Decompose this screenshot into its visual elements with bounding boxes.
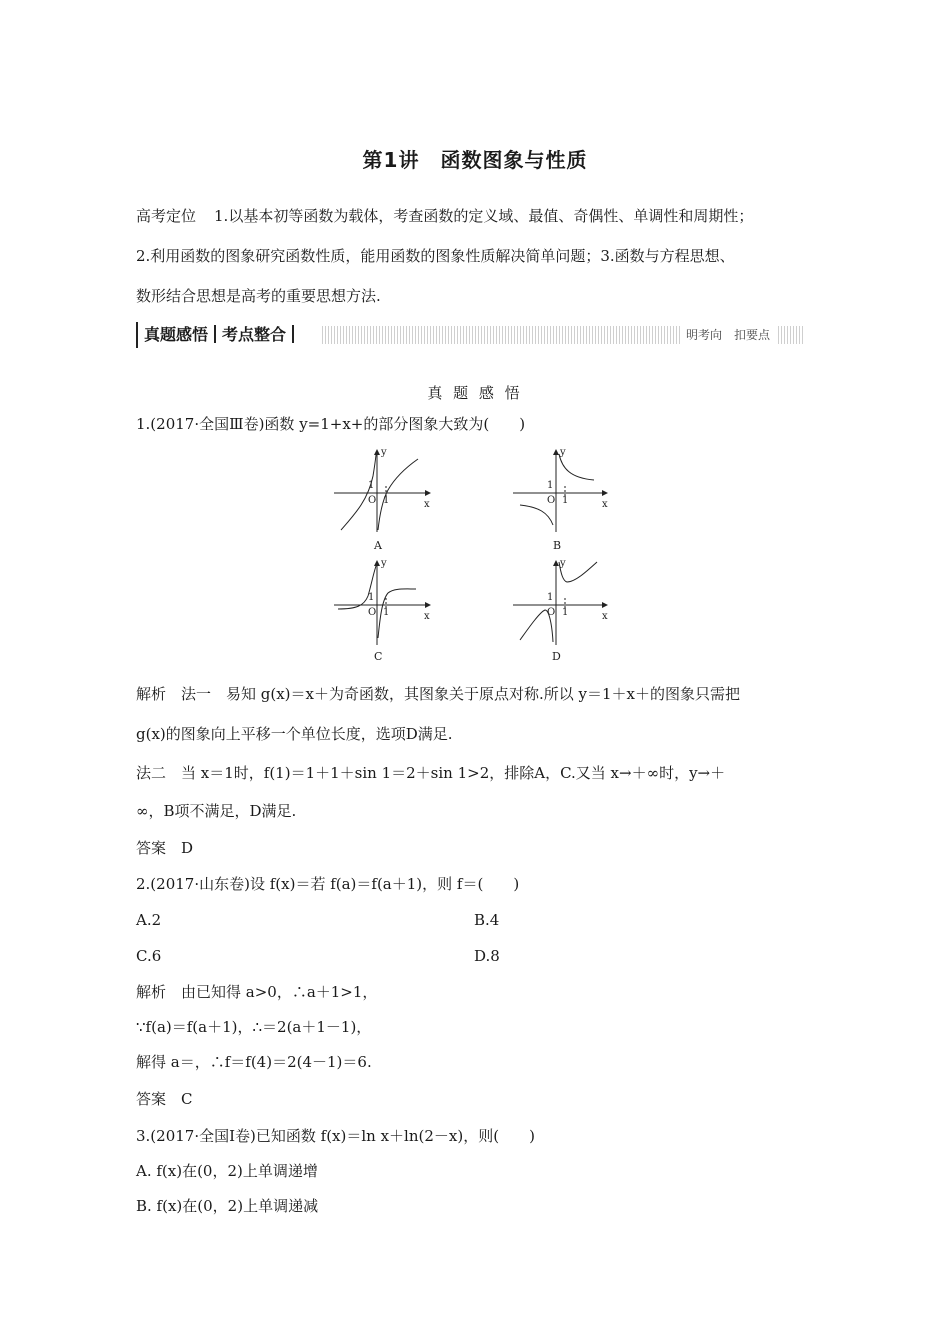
q3-option-b: B. f(x)在(0，2)上单调递减 [136,1197,319,1215]
graph-c [334,558,430,663]
q2-option-d: D.8 [474,947,500,965]
graph-a-caption: A [374,539,382,552]
graph-b-tick-x: 1 [562,495,569,506]
graph-b-origin: O [547,495,556,506]
intro-line-2: 2.利用函数的图象研究函数性质，能用函数的图象性质解决简单问题；3.函数与方程思想、 [136,247,735,265]
q3-stem: 3.(2017·全国Ⅰ卷)已知函数 f(x)＝ln x＋ln(2－x)，则( ) [136,1127,535,1145]
graph-d-x-label: x [602,611,608,622]
graph-a [334,447,430,552]
banner-left-tab: 真题感悟 [144,325,209,344]
graph-c-x-label: x [424,611,430,622]
graph-d-tick-x: 1 [562,607,569,618]
graph-b [513,447,608,552]
q1-stem: 1.(2017·全国Ⅲ卷)函数 y=1+x+的部分图象大致为( ) [136,415,526,433]
q1-analysis-1: 解析 法一 易知 g(x)＝x＋为奇函数，其图象关于原点对称.所以 y＝1＋x＋的图象只需把 [136,685,741,703]
intro-label: 高考定位 [136,207,197,225]
graph-a-y-label: y [381,447,387,458]
q2-stem: 2.(2017·山东卷)设 f(x)＝若 f(a)＝f(a＋1)，则 f＝( ) [136,875,520,893]
q2-option-c: C.6 [136,947,162,965]
graph-c-tick-x: 1 [383,607,390,618]
q2-option-b: B.4 [474,911,500,929]
banner-tail: 明考向 扣要点 [680,326,776,344]
graph-c-y-label: y [381,558,387,569]
graph-d-caption: D [552,650,561,663]
q1-analysis-4: ∞，B项不满足，D满足. [136,802,297,820]
graph-b-x-label: x [602,499,608,510]
q2-analysis-3: 解得 a＝，∴f＝f(4)＝2(4－1)＝6. [136,1053,372,1071]
section-title: 真 题 感 悟 [427,384,523,402]
q3-option-a: A. f(x)在(0，2)上单调递增 [136,1162,318,1180]
graph-a-tick-y: 1 [368,480,375,491]
graph-d-tick-y: 1 [547,592,554,603]
graph-b-y-label: y [560,447,566,458]
graph-c-tick-y: 1 [368,592,375,603]
q2-analysis-2: ∵f(a)＝f(a＋1)，∴＝2(a＋1－1)， [136,1018,372,1036]
q1-analysis-2: g(x)的图象向上平移一个单位长度，选项D满足. [136,725,453,743]
q2-answer: 答案 C [136,1090,193,1108]
graph-d [513,558,608,663]
graph-b-tick-y: 1 [547,480,554,491]
q2-analysis-1: 解析 由已知得 a>0，∴a＋1>1， [136,983,378,1001]
graph-a-tick-x: 1 [383,495,390,506]
graph-d-y-label: y [560,558,566,569]
page-title: 第1讲 函数图象与性质 [362,148,588,172]
graph-d-origin: O [547,607,556,618]
graph-c-origin: O [368,607,377,618]
q2-option-a: A.2 [136,911,162,929]
graph-a-origin: O [368,495,377,506]
graph-a-x-label: x [424,499,430,510]
banner-right-tab: 考点整合 [222,325,287,344]
q1-answer: 答案 D [136,839,194,857]
intro-text-1: 1.以基本初等函数为载体，考查函数的定义域、最值、奇偶性、单调性和周期性； [214,207,754,225]
q1-analysis-3: 法二 当 x＝1时，f(1)＝1＋1＋sin 1＝2＋sin 1>2，排除A，C.又当 x→＋∞时，y→＋ [136,764,726,782]
graph-c-caption: C [374,650,383,663]
graph-b-caption: B [553,539,562,552]
intro-line-3: 数形结合思想是高考的重要思想方法. [136,287,381,305]
